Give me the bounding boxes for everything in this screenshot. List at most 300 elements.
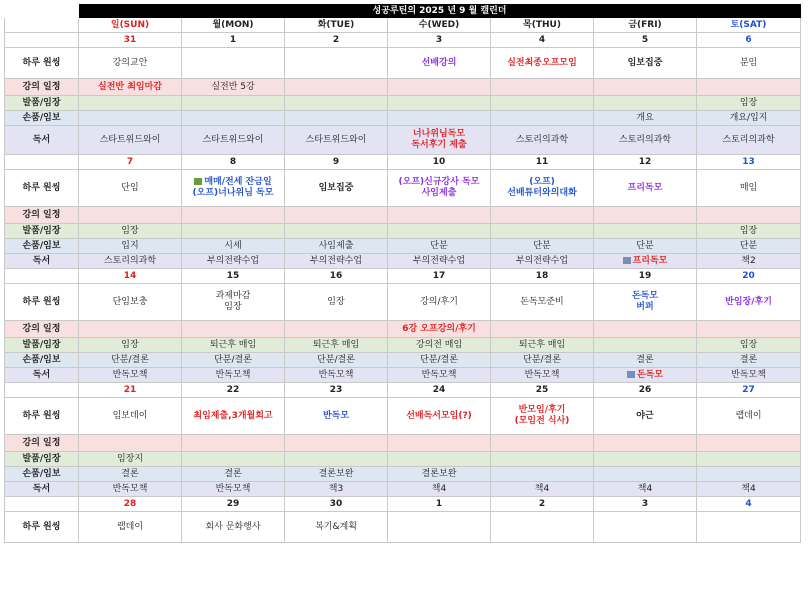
cell-dok xyxy=(182,368,285,383)
date-number: 6 xyxy=(697,33,801,48)
cell-text: 임장 xyxy=(121,225,139,236)
date-number: 4 xyxy=(697,497,801,512)
date-number: 25 xyxy=(491,383,594,398)
cell-main xyxy=(285,512,388,543)
cell-bal xyxy=(697,338,801,353)
cell-text: 과제마감 xyxy=(215,291,251,301)
cell-text: (오프)너나위님 독모 xyxy=(192,188,274,198)
weekday-mon: 월(MON) xyxy=(182,18,285,33)
cell-text: 야근 xyxy=(636,410,654,421)
cell-son xyxy=(697,467,801,482)
cell-text: 단분 xyxy=(533,240,551,251)
date-row-corner xyxy=(5,269,79,284)
cell-son xyxy=(79,239,182,254)
cell-dok xyxy=(79,126,182,155)
cell-main xyxy=(79,170,182,207)
cell-son xyxy=(182,467,285,482)
cell-lecture xyxy=(697,79,801,96)
cell-main xyxy=(594,284,697,321)
cell-lecture xyxy=(182,207,285,224)
cell-text: 임보집중 xyxy=(318,182,354,193)
cell-text: 스타트위드와이 xyxy=(99,134,161,145)
cell-main xyxy=(491,284,594,321)
cell-son xyxy=(491,467,594,482)
cell-main xyxy=(388,170,491,207)
cell-text: 임보집중 xyxy=(627,57,663,68)
row-label-son: 손품/임보 xyxy=(5,353,79,368)
cell-text: 단분/결론 xyxy=(420,354,458,365)
date-number: 2 xyxy=(285,33,388,48)
cell-son xyxy=(491,111,594,126)
cell-bal xyxy=(285,452,388,467)
cell-text: (모임전 식사) xyxy=(514,416,570,426)
cell-lecture xyxy=(697,321,801,338)
cell-text: 단분/결론 xyxy=(317,354,355,365)
cell-text: 임보데이 xyxy=(112,410,148,421)
cell-bal xyxy=(285,338,388,353)
row-label-bal: 발품/임장 xyxy=(5,338,79,353)
cell-bal xyxy=(491,338,594,353)
cell-dok xyxy=(388,126,491,155)
cell-text: 강의/후기 xyxy=(420,296,458,307)
row-label-bal: 발품/임장 xyxy=(5,224,79,239)
cell-lecture xyxy=(388,435,491,452)
cell-son xyxy=(491,353,594,368)
cell-text: 랩데이 xyxy=(116,521,144,532)
cell-bal xyxy=(491,452,594,467)
cell-main xyxy=(182,284,285,321)
cell-son xyxy=(182,353,285,368)
cell-text: 부의전략수업 xyxy=(206,255,260,266)
date-number: 18 xyxy=(491,269,594,284)
cell-lecture xyxy=(491,321,594,338)
cell-text: 결론 xyxy=(121,468,139,479)
cell-dok xyxy=(697,482,801,497)
cell-text: 반독모책 xyxy=(318,369,354,380)
cell-text: 책3 xyxy=(328,483,344,494)
date-number: 5 xyxy=(594,33,697,48)
cell-main xyxy=(697,398,801,435)
cell-text: 결론 xyxy=(224,468,242,479)
row-label-bal: 발품/임장 xyxy=(5,96,79,111)
book-icon xyxy=(627,371,635,378)
date-number: 22 xyxy=(182,383,285,398)
cell-text: 부의전략수업 xyxy=(412,255,466,266)
cell-text: 입지 xyxy=(121,240,139,251)
date-number: 1 xyxy=(182,33,285,48)
cell-text: (오프)신규강사 독모 xyxy=(398,177,480,187)
cell-text: 너나위님독모 xyxy=(412,129,466,139)
row-label-dok: 독서 xyxy=(5,368,79,383)
cell-lecture xyxy=(285,207,388,224)
cell-text: 단임보충 xyxy=(112,296,148,307)
cell-bal xyxy=(388,96,491,111)
cell-bal xyxy=(182,452,285,467)
cell-text: 스토리의과학 xyxy=(618,134,672,145)
cell-text: 프리독모 xyxy=(632,255,668,266)
cell-text: 부의전략수업 xyxy=(309,255,363,266)
cell-text: 반독모책 xyxy=(421,369,457,380)
cell-lecture xyxy=(491,79,594,96)
cell-main xyxy=(697,170,801,207)
cell-text: 반독모 xyxy=(322,410,350,421)
cell-son xyxy=(388,353,491,368)
cell-main xyxy=(79,284,182,321)
cell-son xyxy=(285,353,388,368)
cell-son xyxy=(697,353,801,368)
date-row-corner xyxy=(5,155,79,170)
cell-text: 단분 xyxy=(430,240,448,251)
cell-dok xyxy=(388,254,491,269)
cell-text: 결론 xyxy=(739,354,758,365)
cell-lecture xyxy=(594,79,697,96)
cell-bal xyxy=(388,338,491,353)
row-label-dok: 독서 xyxy=(5,482,79,497)
cell-dok xyxy=(491,126,594,155)
date-row-corner xyxy=(5,33,79,48)
cell-dok xyxy=(594,368,697,383)
cell-text: 결론보완 xyxy=(421,468,457,479)
cell-bal xyxy=(79,224,182,239)
date-row-corner xyxy=(5,383,79,398)
cell-text: 단분 xyxy=(636,240,654,251)
cell-main xyxy=(285,170,388,207)
cell-text: 스토리의과학 xyxy=(722,134,775,145)
cell-bal xyxy=(697,224,801,239)
cell-main xyxy=(388,48,491,79)
cell-main xyxy=(697,48,801,79)
cell-son xyxy=(79,467,182,482)
cell-dok xyxy=(79,254,182,269)
date-number: 4 xyxy=(491,33,594,48)
cell-son xyxy=(594,353,697,368)
row-label-dok: 독서 xyxy=(5,126,79,155)
row-label-lecture: 강의 일정 xyxy=(5,79,79,96)
cell-text: 반독모책 xyxy=(215,369,251,380)
cell-main xyxy=(182,170,285,207)
cell-text: 선배튜터와의대화 xyxy=(507,188,577,198)
cell-lecture xyxy=(285,79,388,96)
row-label-son: 손품/임보 xyxy=(5,467,79,482)
cell-dok xyxy=(79,482,182,497)
date-number: 3 xyxy=(594,497,697,512)
row-label-son: 손품/임보 xyxy=(5,111,79,126)
cell-text: 반모임/후기 xyxy=(518,405,566,415)
cell-son xyxy=(182,111,285,126)
cell-main xyxy=(79,398,182,435)
cell-son xyxy=(285,111,388,126)
cell-dok xyxy=(388,482,491,497)
date-number: 3 xyxy=(388,33,491,48)
row-label-main: 하루 원씽 xyxy=(5,284,79,321)
row-label-main: 하루 원씽 xyxy=(5,398,79,435)
date-number: 16 xyxy=(285,269,388,284)
cell-dok xyxy=(491,482,594,497)
cell-text: 단분/결론 xyxy=(214,354,252,365)
cell-text: 실전반 5강 xyxy=(211,81,255,92)
cell-text: 임장 xyxy=(121,339,139,350)
cell-lecture xyxy=(594,321,697,338)
cell-dok xyxy=(79,368,182,383)
cell-main xyxy=(491,512,594,543)
cell-dok xyxy=(594,126,697,155)
date-number: 28 xyxy=(79,497,182,512)
cell-text: 매매/전세 잔금일 xyxy=(204,177,272,187)
cell-text: 선배독서모임(?) xyxy=(406,410,472,421)
cell-text: 임장지 xyxy=(116,453,144,464)
cell-text: 버퍼 xyxy=(636,302,654,312)
cell-text: 반독모책 xyxy=(112,369,148,380)
cell-text: 분임 xyxy=(739,57,758,68)
weekday-corner xyxy=(5,18,79,33)
cell-text: 책4 xyxy=(637,483,653,494)
row-label-main: 하루 원씽 xyxy=(5,512,79,543)
cell-lecture xyxy=(594,207,697,224)
cell-son xyxy=(285,239,388,254)
cell-main xyxy=(697,284,801,321)
cell-son xyxy=(594,239,697,254)
cell-bal xyxy=(79,452,182,467)
weekday-sun: 일(SUN) xyxy=(79,18,182,33)
calendar-table xyxy=(4,4,801,543)
book-icon xyxy=(623,257,631,264)
cell-lecture xyxy=(79,435,182,452)
cell-dok xyxy=(491,254,594,269)
cell-text: 스타트위드와이 xyxy=(305,134,367,145)
date-number: 8 xyxy=(182,155,285,170)
cell-dok xyxy=(594,482,697,497)
cell-text: 6강 오프강의/후기 xyxy=(402,323,476,334)
cell-text: 강의전 매임 xyxy=(415,339,463,350)
cell-bal xyxy=(285,96,388,111)
cell-main xyxy=(697,512,801,543)
cell-main xyxy=(491,48,594,79)
cell-lecture xyxy=(285,321,388,338)
cell-text: 임장 xyxy=(224,302,242,312)
cell-dok xyxy=(697,126,801,155)
date-number: 11 xyxy=(491,155,594,170)
cell-bal xyxy=(285,224,388,239)
row-label-lecture: 강의 일정 xyxy=(5,435,79,452)
cell-bal xyxy=(79,338,182,353)
cell-main xyxy=(388,398,491,435)
calendar-title: 성공루틴의 2025 년 9 월 캘린더 xyxy=(79,5,801,18)
cell-son xyxy=(491,239,594,254)
cell-lecture xyxy=(182,321,285,338)
weekday-fri: 금(FRI) xyxy=(594,18,697,33)
cell-dok xyxy=(388,368,491,383)
cell-lecture xyxy=(491,207,594,224)
cell-text: 퇴근후 매임 xyxy=(209,339,257,350)
cell-text: 단분 xyxy=(739,240,758,251)
cell-lecture xyxy=(491,435,594,452)
cell-dok xyxy=(285,126,388,155)
cell-dok xyxy=(285,482,388,497)
cell-lecture xyxy=(79,207,182,224)
cell-bal xyxy=(491,224,594,239)
date-number: 17 xyxy=(388,269,491,284)
cell-lecture xyxy=(182,435,285,452)
cell-son xyxy=(697,239,801,254)
cell-lecture xyxy=(697,207,801,224)
cell-text: 단임 xyxy=(121,182,139,193)
cell-bal xyxy=(182,338,285,353)
cell-son xyxy=(388,239,491,254)
weekday-thu: 목(THU) xyxy=(491,18,594,33)
cell-main xyxy=(285,398,388,435)
cell-text: 단분/결론 xyxy=(111,354,149,365)
date-number: 12 xyxy=(594,155,697,170)
date-number: 27 xyxy=(697,383,801,398)
cell-text: 실전반 최임마감 xyxy=(98,81,162,92)
cell-text: 책4 xyxy=(741,483,756,494)
cell-bal xyxy=(388,452,491,467)
cell-text: 책4 xyxy=(431,483,447,494)
cell-main xyxy=(79,512,182,543)
cell-lecture xyxy=(79,79,182,96)
cell-text: 사임제출 xyxy=(421,188,457,198)
cell-text: 반임장/후기 xyxy=(725,296,772,307)
corner-blank xyxy=(5,5,79,18)
cell-text: 돈독모 xyxy=(631,291,659,301)
date-number: 14 xyxy=(79,269,182,284)
cell-text: 임장 xyxy=(327,296,345,307)
cell-son xyxy=(79,353,182,368)
date-number: 30 xyxy=(285,497,388,512)
cell-text: 매임 xyxy=(739,182,758,193)
cell-text: 사임제출 xyxy=(318,240,354,251)
cell-text: 회사 문화행사 xyxy=(205,521,261,532)
row-label-main: 하루 원씽 xyxy=(5,48,79,79)
date-number: 31 xyxy=(79,33,182,48)
cell-son xyxy=(388,467,491,482)
row-label-lecture: 강의 일정 xyxy=(5,321,79,338)
cell-text: (오프) xyxy=(529,177,555,187)
date-number: 20 xyxy=(697,269,801,284)
cell-text: 단분/결론 xyxy=(523,354,561,365)
cell-text: 결론보완 xyxy=(318,468,354,479)
row-label-lecture: 강의 일정 xyxy=(5,207,79,224)
cell-lecture xyxy=(79,321,182,338)
row-label-bal: 발품/임장 xyxy=(5,452,79,467)
cell-text: 퇴근후 매임 xyxy=(518,339,566,350)
date-number: 24 xyxy=(388,383,491,398)
row-label-dok: 독서 xyxy=(5,254,79,269)
cell-lecture xyxy=(182,79,285,96)
cell-lecture xyxy=(388,207,491,224)
date-number: 21 xyxy=(79,383,182,398)
note-icon xyxy=(194,178,202,185)
cell-lecture xyxy=(697,435,801,452)
date-number: 19 xyxy=(594,269,697,284)
cell-dok xyxy=(182,482,285,497)
cell-bal xyxy=(594,96,697,111)
cell-bal xyxy=(594,224,697,239)
cell-son xyxy=(594,467,697,482)
cell-dok xyxy=(491,368,594,383)
cell-bal xyxy=(697,96,801,111)
cell-text: 실전최종오프모임 xyxy=(507,57,577,68)
cell-bal xyxy=(491,96,594,111)
cell-text: 시세 xyxy=(224,240,242,251)
cell-text: 프리독모 xyxy=(627,182,663,193)
date-number: 29 xyxy=(182,497,285,512)
cell-text: 개요/입지 xyxy=(729,112,768,123)
row-label-son: 손품/임보 xyxy=(5,239,79,254)
date-number: 15 xyxy=(182,269,285,284)
cell-lecture xyxy=(285,435,388,452)
cell-main xyxy=(491,398,594,435)
cell-text: 반독모책 xyxy=(731,369,766,380)
cell-text: 랩데이 xyxy=(735,410,762,421)
cell-text: 반독모책 xyxy=(215,483,251,494)
cell-main xyxy=(594,512,697,543)
cell-bal xyxy=(182,224,285,239)
cell-text: 부의전략수업 xyxy=(515,255,569,266)
cell-main xyxy=(491,170,594,207)
weekday-tue: 화(TUE) xyxy=(285,18,388,33)
cell-dok xyxy=(285,368,388,383)
cell-lecture xyxy=(594,435,697,452)
cell-son xyxy=(388,111,491,126)
weekday-wed: 수(WED) xyxy=(388,18,491,33)
cell-text: 최임제출,3개월회고 xyxy=(193,410,273,421)
cell-text: 퇴근후 매임 xyxy=(312,339,360,350)
weekday-sat: 토(SAT) xyxy=(697,18,801,33)
cell-main xyxy=(79,48,182,79)
cell-dok xyxy=(594,254,697,269)
cell-text: 반독모책 xyxy=(112,483,148,494)
cell-main xyxy=(594,48,697,79)
date-number: 7 xyxy=(79,155,182,170)
cell-bal xyxy=(697,452,801,467)
cell-text: 책4 xyxy=(534,483,550,494)
cell-dok xyxy=(182,126,285,155)
cell-main xyxy=(388,284,491,321)
cell-son xyxy=(697,111,801,126)
cell-bal xyxy=(388,224,491,239)
cell-son xyxy=(79,111,182,126)
cell-main xyxy=(388,512,491,543)
cell-text: 반독모책 xyxy=(524,369,560,380)
cell-text: 책2 xyxy=(741,255,756,266)
cell-text: 개요 xyxy=(636,112,654,123)
cell-bal xyxy=(79,96,182,111)
date-number: 2 xyxy=(491,497,594,512)
cell-text: 스토리의과학 xyxy=(515,134,569,145)
cell-text: 선배강의 xyxy=(421,57,457,68)
cell-dok xyxy=(697,254,801,269)
cell-son xyxy=(285,467,388,482)
cell-main xyxy=(285,284,388,321)
cell-main xyxy=(594,398,697,435)
date-number: 1 xyxy=(388,497,491,512)
cell-text: 임장 xyxy=(739,97,758,108)
date-number: 9 xyxy=(285,155,388,170)
cell-main xyxy=(182,48,285,79)
cell-main xyxy=(182,512,285,543)
cell-text: 임장 xyxy=(739,225,758,236)
cell-text: 스토리의과학 xyxy=(103,255,157,266)
date-number: 13 xyxy=(697,155,801,170)
cell-main xyxy=(182,398,285,435)
date-row-corner xyxy=(5,497,79,512)
cell-text: 임장 xyxy=(739,339,758,350)
cell-bal xyxy=(594,452,697,467)
cell-bal xyxy=(594,338,697,353)
cell-main xyxy=(285,48,388,79)
cell-text: 돈독모준비 xyxy=(520,296,564,307)
